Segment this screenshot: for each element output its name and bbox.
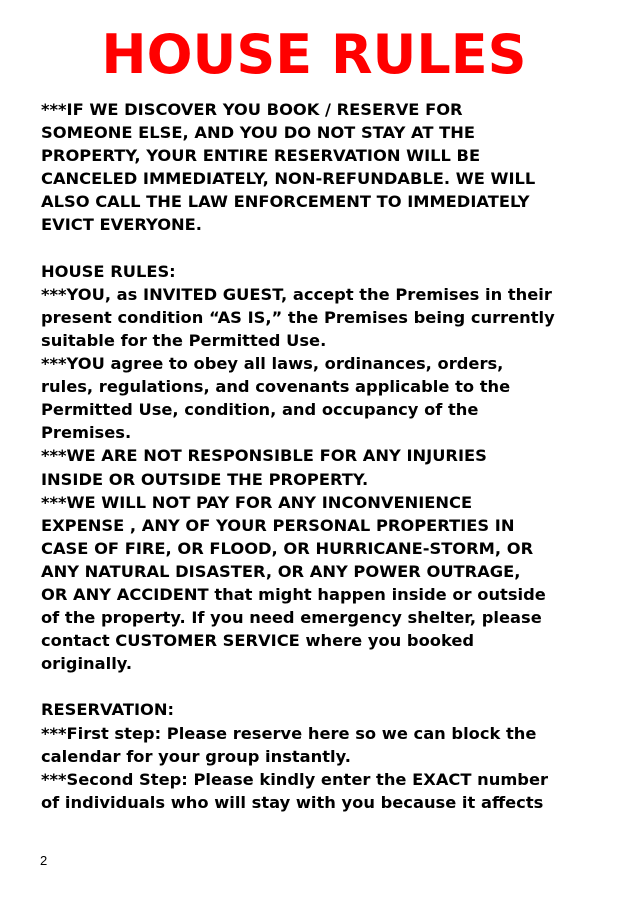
intro-line: PROPERTY, YOUR ENTIRE RESERVATION WILL BE: [41, 146, 481, 166]
rule-line: contact CUSTOMER SERVICE where you booked: [41, 631, 475, 651]
intro-line: SOMEONE ELSE, AND YOU DO NOT STAY AT THE: [41, 123, 475, 143]
rule-line: CASE OF FIRE, OR FLOOD, OR HURRICANE-STORM, OR: [41, 538, 534, 558]
intro-line: CANCELED IMMEDIATELY, NON-REFUNDABLE. WE WILL: [41, 169, 536, 189]
rule-line: ANY NATURAL DISASTER, OR ANY POWER OUTRAGE,: [41, 561, 521, 581]
step-line: ***Second Step: Please kindly enter the EXACT number: [41, 769, 549, 789]
house-rules-section: [41, 260, 601, 676]
intro-line: ***IF WE DISCOVER YOU BOOK / RESERVE FOR: [41, 100, 463, 119]
page-number: 2: [40, 853, 48, 868]
intro-warning: [41, 98, 601, 237]
spacer: [41, 237, 601, 260]
intro-line: ALSO CALL THE LAW ENFORCEMENT TO IMMEDIATELY: [41, 192, 530, 212]
rule-line: INSIDE OR OUTSIDE THE PROPERTY.: [41, 469, 369, 489]
rule-line: OR ANY ACCIDENT that might happen inside or outside: [41, 584, 546, 604]
rule-line: originally.: [41, 654, 133, 674]
reservation-step: [41, 722, 601, 768]
rule-line: Permitted Use, condition, and occupancy of the: [41, 400, 479, 420]
document-body: [41, 98, 601, 814]
rule-line: EXPENSE , ANY OF YOUR PERSONAL PROPERTIES IN: [41, 515, 515, 535]
rule-line: of the property. If you need emergency shelter, please: [41, 608, 542, 628]
rule-item: [41, 283, 601, 352]
rule-line: present condition “AS IS,” the Premises being currently: [41, 307, 555, 327]
rule-line: ***YOU agree to obey all laws, ordinances, orders,: [41, 354, 504, 374]
rule-line: rules, regulations, and covenants applicable to the: [41, 377, 511, 397]
rule-line: ***YOU, as INVITED GUEST, accept the Premises in their: [41, 284, 552, 304]
step-line: ***First step: Please reserve here so we can block the: [41, 723, 537, 743]
reservation-heading: RESERVATION:: [41, 700, 175, 720]
rule-item: [41, 352, 601, 444]
reservation-section: [41, 698, 601, 813]
rule-line: ***WE ARE NOT RESPONSIBLE FOR ANY INJURIES: [41, 446, 487, 466]
rule-line: ***WE WILL NOT PAY FOR ANY INCONVENIENCE: [41, 492, 473, 512]
rule-item: [41, 491, 601, 676]
rule-item: [41, 444, 601, 490]
step-line: calendar for your group instantly.: [41, 746, 351, 766]
rule-line: Premises.: [41, 423, 132, 443]
house-rules-heading: HOUSE RULES:: [41, 261, 176, 281]
step-line: of individuals who will stay with you because it affects: [41, 792, 544, 812]
page-title: HOUSE RULES: [101, 23, 527, 86]
spacer: [41, 675, 601, 698]
rule-line: suitable for the Permitted Use.: [41, 330, 327, 350]
intro-line: EVICT EVERYONE.: [41, 215, 202, 235]
reservation-step: [41, 768, 601, 814]
